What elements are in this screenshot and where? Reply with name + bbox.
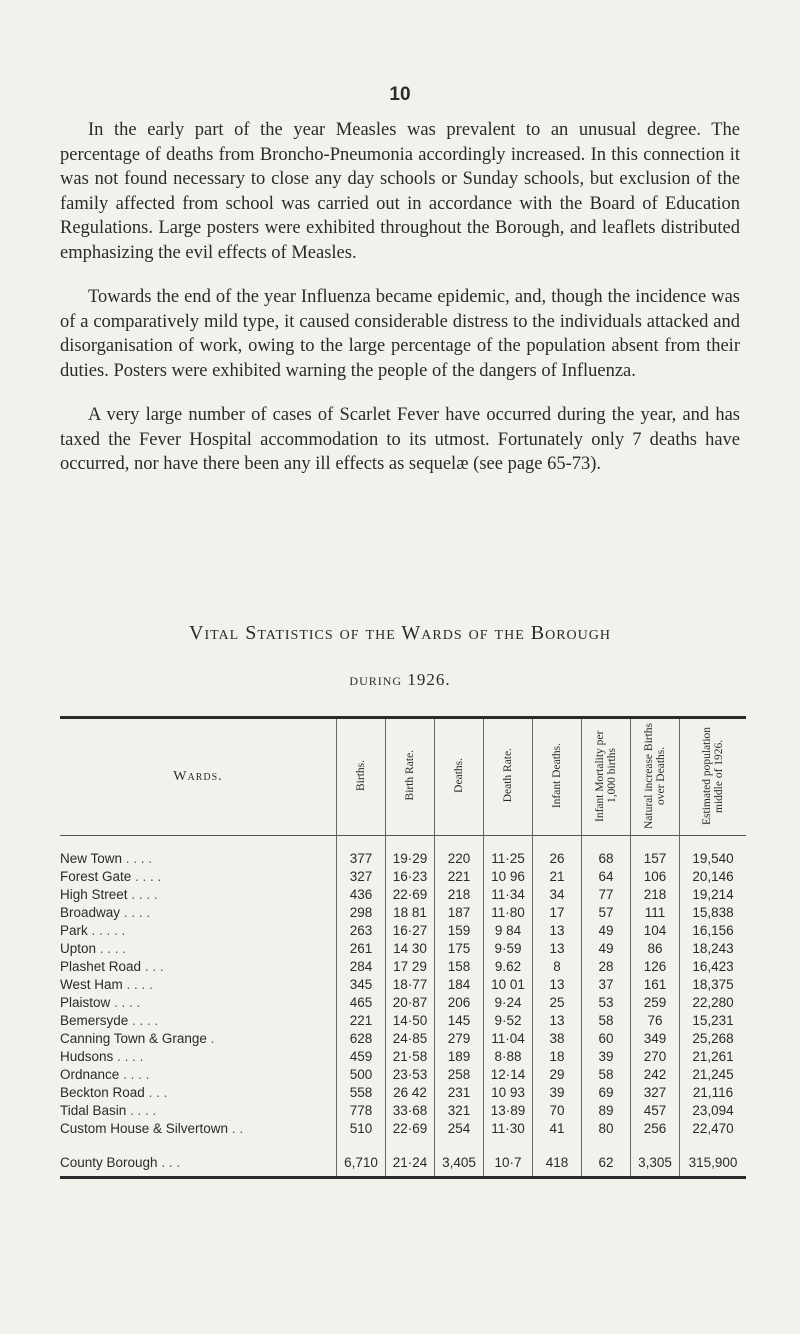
cell-infant-mortality: 68 <box>582 836 631 869</box>
header-natural-increase <box>631 718 680 836</box>
cell-deaths: 321 <box>435 1102 484 1120</box>
ward-name: Ordnance <box>60 1067 120 1082</box>
cell-infant-mortality: 77 <box>582 886 631 904</box>
cell-infant-deaths: 39 <box>533 1084 582 1102</box>
table-row <box>60 1120 746 1138</box>
cell-population: 23,094 <box>680 1102 747 1120</box>
ward-name: West Ham <box>60 977 123 992</box>
ward-cell <box>60 958 337 976</box>
cell-population: 19,540 <box>680 836 747 869</box>
cell-deaths: 279 <box>435 1030 484 1048</box>
ward-cell <box>60 1012 337 1030</box>
ward-name: Custom House & Silvertown <box>60 1121 229 1136</box>
total-natural-increase: 3,305 <box>631 1138 680 1178</box>
cell-birth-rate: 17 29 <box>386 958 435 976</box>
cell-births: 263 <box>337 922 386 940</box>
cell-infant-deaths: 25 <box>533 994 582 1012</box>
cell-birth-rate: 22·69 <box>386 1120 435 1138</box>
total-infant-deaths: 418 <box>533 1138 582 1178</box>
cell-death-rate: 12·14 <box>484 1066 533 1084</box>
cell-infant-deaths: 8 <box>533 958 582 976</box>
leader-dots: . . . <box>144 959 164 974</box>
cell-natural-increase: 126 <box>631 958 680 976</box>
cell-natural-increase: 76 <box>631 1012 680 1030</box>
ward-name: Plashet Road <box>60 959 142 974</box>
cell-natural-increase: 106 <box>631 868 680 886</box>
cell-death-rate: 11·25 <box>484 836 533 869</box>
ward-cell <box>60 940 337 958</box>
cell-infant-deaths: 17 <box>533 904 582 922</box>
leader-dots: . . . . <box>114 995 141 1010</box>
cell-infant-deaths: 70 <box>533 1102 582 1120</box>
cell-births: 377 <box>337 836 386 869</box>
cell-natural-increase: 157 <box>631 836 680 869</box>
ward-name: Forest Gate <box>60 869 132 884</box>
ward-name: Bemersyde <box>60 1013 129 1028</box>
cell-birth-rate: 19·29 <box>386 836 435 869</box>
cell-death-rate: 11·30 <box>484 1120 533 1138</box>
cell-natural-increase: 218 <box>631 886 680 904</box>
cell-infant-mortality: 89 <box>582 1102 631 1120</box>
cell-death-rate: 8·88 <box>484 1048 533 1066</box>
body-text <box>60 118 740 497</box>
cell-deaths: 231 <box>435 1084 484 1102</box>
ward-cell <box>60 886 337 904</box>
header-deaths-label: Deaths. <box>453 758 465 793</box>
cell-population: 15,231 <box>680 1012 747 1030</box>
cell-death-rate: 9 84 <box>484 922 533 940</box>
cell-infant-deaths: 29 <box>533 1066 582 1084</box>
cell-birth-rate: 24·85 <box>386 1030 435 1048</box>
cell-population: 21,245 <box>680 1066 747 1084</box>
ward-name: New Town <box>60 851 123 866</box>
cell-natural-increase: 86 <box>631 940 680 958</box>
cell-infant-mortality: 49 <box>582 922 631 940</box>
cell-births: 284 <box>337 958 386 976</box>
ward-cell <box>60 1066 337 1084</box>
leader-dots: . <box>210 1031 215 1046</box>
cell-births: 221 <box>337 1012 386 1030</box>
table-row <box>60 1066 746 1084</box>
cell-deaths: 206 <box>435 994 484 1012</box>
cell-birth-rate: 18·77 <box>386 976 435 994</box>
leader-dots: . . . . <box>99 941 127 956</box>
header-deaths <box>435 718 484 836</box>
cell-death-rate: 9.62 <box>484 958 533 976</box>
paragraph-influenza: Towards the end of the year Influenza became epidemic, and, though the incidence was of a comparatively mild type, it caused considerable distress to the individuals attacked and disorganisation of work, owing to the large percentage of the population absent from their duties. Posters were exhibited warning the people of the dangers of Influenza. <box>60 287 740 381</box>
cell-death-rate: 9·59 <box>484 940 533 958</box>
header-wards: Wards. <box>60 718 337 836</box>
paragraph-scarlet-fever: A very large number of cases of Scarlet Fever have occurred during the year, and has taxed the Fever Hospital accommodation to its utmost. Fortunately only 7 deaths have occurred, nor have there been any ill effects as sequelæ (see page 65-73). <box>60 405 740 474</box>
cell-population: 19,214 <box>680 886 747 904</box>
cell-infant-deaths: 21 <box>533 868 582 886</box>
cell-population: 20,146 <box>680 868 747 886</box>
cell-infant-deaths: 13 <box>533 922 582 940</box>
cell-population: 16,156 <box>680 922 747 940</box>
cell-births: 465 <box>337 994 386 1012</box>
ward-cell <box>60 994 337 1012</box>
cell-infant-mortality: 69 <box>582 1084 631 1102</box>
table-row <box>60 1048 746 1066</box>
cell-infant-deaths: 38 <box>533 1030 582 1048</box>
leader-dots: . . . <box>148 1085 168 1100</box>
cell-deaths: 220 <box>435 836 484 869</box>
table-row <box>60 994 746 1012</box>
total-births: 6,710 <box>337 1138 386 1178</box>
total-death-rate: 10·7 <box>484 1138 533 1178</box>
cell-infant-mortality: 64 <box>582 868 631 886</box>
cell-death-rate: 11·04 <box>484 1030 533 1048</box>
ward-cell <box>60 836 337 869</box>
cell-death-rate: 11·34 <box>484 886 533 904</box>
total-ward-name: County Borough <box>60 1155 158 1170</box>
cell-birth-rate: 21·58 <box>386 1048 435 1066</box>
cell-births: 345 <box>337 976 386 994</box>
ward-name: High Street <box>60 887 128 902</box>
cell-infant-mortality: 37 <box>582 976 631 994</box>
cell-birth-rate: 26 42 <box>386 1084 435 1102</box>
leader-dots: . . . . . <box>91 923 126 938</box>
total-birth-rate: 21·24 <box>386 1138 435 1178</box>
header-infant-mortality-label: Infant Mortality per 1,000 births <box>594 729 618 822</box>
cell-birth-rate: 16·23 <box>386 868 435 886</box>
table-row <box>60 976 746 994</box>
cell-deaths: 159 <box>435 922 484 940</box>
leader-dots: . . . . <box>125 851 153 866</box>
cell-natural-increase: 270 <box>631 1048 680 1066</box>
leader-dots: . . . . <box>117 1049 144 1064</box>
cell-natural-increase: 111 <box>631 904 680 922</box>
cell-infant-mortality: 28 <box>582 958 631 976</box>
ward-name: Tidal Basin <box>60 1103 127 1118</box>
table-row <box>60 1102 746 1120</box>
cell-births: 628 <box>337 1030 386 1048</box>
cell-population: 22,470 <box>680 1120 747 1138</box>
cell-infant-mortality: 53 <box>582 994 631 1012</box>
cell-infant-deaths: 34 <box>533 886 582 904</box>
cell-birth-rate: 14·50 <box>386 1012 435 1030</box>
total-infant-mortality: 62 <box>582 1138 631 1178</box>
cell-natural-increase: 104 <box>631 922 680 940</box>
cell-infant-deaths: 26 <box>533 836 582 869</box>
header-birth-rate-label: Birth Rate. <box>404 750 416 801</box>
table-header-row <box>60 718 746 836</box>
cell-infant-mortality: 49 <box>582 940 631 958</box>
cell-death-rate: 9·24 <box>484 994 533 1012</box>
cell-death-rate: 9·52 <box>484 1012 533 1030</box>
table-row <box>60 886 746 904</box>
cell-infant-mortality: 80 <box>582 1120 631 1138</box>
table-total-row <box>60 1138 746 1178</box>
cell-births: 558 <box>337 1084 386 1102</box>
ward-name: Beckton Road <box>60 1085 145 1100</box>
ward-name: Canning Town & Grange <box>60 1031 207 1046</box>
leader-dots: . . . . <box>132 1013 159 1028</box>
ward-cell <box>60 1030 337 1048</box>
cell-deaths: 187 <box>435 904 484 922</box>
total-deaths: 3,405 <box>435 1138 484 1178</box>
table-row <box>60 836 746 869</box>
table-row <box>60 1030 746 1048</box>
cell-births: 459 <box>337 1048 386 1066</box>
leader-dots: . . . . <box>123 905 151 920</box>
vital-statistics-table <box>60 716 746 1179</box>
ward-cell <box>60 904 337 922</box>
table-row <box>60 922 746 940</box>
header-infant-mortality <box>582 718 631 836</box>
header-death-rate-label: Death Rate. <box>502 748 514 803</box>
cell-natural-increase: 457 <box>631 1102 680 1120</box>
header-population <box>680 718 747 836</box>
table-row <box>60 1012 746 1030</box>
ward-name: Park <box>60 923 88 938</box>
leader-dots: . . <box>231 1121 244 1136</box>
total-population: 315,900 <box>680 1138 747 1178</box>
cell-infant-deaths: 41 <box>533 1120 582 1138</box>
cell-population: 25,268 <box>680 1030 747 1048</box>
cell-deaths: 158 <box>435 958 484 976</box>
cell-death-rate: 10 01 <box>484 976 533 994</box>
cell-infant-mortality: 39 <box>582 1048 631 1066</box>
ward-cell <box>60 1102 337 1120</box>
leader-dots: . . . . <box>126 977 153 992</box>
cell-natural-increase: 259 <box>631 994 680 1012</box>
cell-birth-rate: 33·68 <box>386 1102 435 1120</box>
table-row <box>60 1084 746 1102</box>
cell-births: 261 <box>337 940 386 958</box>
ward-cell <box>60 868 337 886</box>
header-births <box>337 718 386 836</box>
cell-natural-increase: 349 <box>631 1030 680 1048</box>
cell-infant-deaths: 18 <box>533 1048 582 1066</box>
cell-infant-deaths: 13 <box>533 1012 582 1030</box>
cell-birth-rate: 18 81 <box>386 904 435 922</box>
table-row <box>60 940 746 958</box>
ward-cell <box>60 1120 337 1138</box>
table-row <box>60 904 746 922</box>
header-births-label: Births. <box>355 760 367 791</box>
cell-birth-rate: 14 30 <box>386 940 435 958</box>
cell-deaths: 175 <box>435 940 484 958</box>
total-leader-dots: . . . <box>161 1155 181 1170</box>
cell-natural-increase: 327 <box>631 1084 680 1102</box>
header-death-rate <box>484 718 533 836</box>
cell-birth-rate: 20·87 <box>386 994 435 1012</box>
cell-deaths: 145 <box>435 1012 484 1030</box>
cell-infant-deaths: 13 <box>533 940 582 958</box>
cell-infant-mortality: 58 <box>582 1066 631 1084</box>
cell-birth-rate: 16·27 <box>386 922 435 940</box>
ward-name: Broadway <box>60 905 121 920</box>
total-ward <box>60 1138 337 1178</box>
cell-death-rate: 10 93 <box>484 1084 533 1102</box>
table-subtitle: during 1926. <box>349 670 451 689</box>
ward-name: Upton <box>60 941 97 956</box>
header-natural-increase-label: Natural increase Births over Deaths. <box>643 722 667 829</box>
cell-population: 21,261 <box>680 1048 747 1066</box>
cell-deaths: 189 <box>435 1048 484 1066</box>
paragraph-measles: In the early part of the year Measles was prevalent to an unusual degree. The percentage of deaths from Broncho-Pneumonia accordingly increased. In this connection it was not found necessary to close any day schools or Sunday schools, but exclusion of the family affected from school was carried out in accordance with the Board of Education Regulations. Large posters were exhibited throughout the Borough, and leaflets distributed emphasizing the evil effects of Measles. <box>60 120 740 263</box>
cell-deaths: 258 <box>435 1066 484 1084</box>
cell-deaths: 221 <box>435 868 484 886</box>
ward-cell <box>60 1084 337 1102</box>
table-body <box>60 836 746 1178</box>
header-population-label: Estimated population middle of 1926. <box>701 726 725 825</box>
ward-name: Hudsons <box>60 1049 114 1064</box>
cell-births: 327 <box>337 868 386 886</box>
header-infant-deaths <box>533 718 582 836</box>
cell-infant-mortality: 60 <box>582 1030 631 1048</box>
leader-dots: . . . . <box>135 869 162 884</box>
ward-name: Plaistow <box>60 995 111 1010</box>
cell-deaths: 184 <box>435 976 484 994</box>
cell-deaths: 254 <box>435 1120 484 1138</box>
cell-infant-mortality: 57 <box>582 904 631 922</box>
table-row <box>60 958 746 976</box>
cell-death-rate: 13·89 <box>484 1102 533 1120</box>
cell-death-rate: 11·80 <box>484 904 533 922</box>
cell-natural-increase: 161 <box>631 976 680 994</box>
cell-population: 16,423 <box>680 958 747 976</box>
cell-natural-increase: 256 <box>631 1120 680 1138</box>
cell-births: 510 <box>337 1120 386 1138</box>
cell-population: 15,838 <box>680 904 747 922</box>
leader-dots: . . . . <box>131 887 158 902</box>
cell-infant-deaths: 13 <box>533 976 582 994</box>
ward-cell <box>60 922 337 940</box>
cell-population: 22,280 <box>680 994 747 1012</box>
cell-infant-mortality: 58 <box>582 1012 631 1030</box>
cell-population: 21,116 <box>680 1084 747 1102</box>
cell-deaths: 218 <box>435 886 484 904</box>
cell-births: 500 <box>337 1066 386 1084</box>
cell-death-rate: 10 96 <box>484 868 533 886</box>
header-birth-rate <box>386 718 435 836</box>
ward-cell <box>60 976 337 994</box>
page-number: 10 <box>389 84 411 105</box>
cell-birth-rate: 23·53 <box>386 1066 435 1084</box>
leader-dots: . . . . <box>130 1103 157 1118</box>
cell-population: 18,243 <box>680 940 747 958</box>
leader-dots: . . . . <box>123 1067 150 1082</box>
cell-births: 298 <box>337 904 386 922</box>
ward-cell <box>60 1048 337 1066</box>
table-row <box>60 868 746 886</box>
header-infant-deaths-label: Infant Deaths. <box>551 742 563 809</box>
cell-births: 778 <box>337 1102 386 1120</box>
cell-birth-rate: 22·69 <box>386 886 435 904</box>
cell-births: 436 <box>337 886 386 904</box>
cell-natural-increase: 242 <box>631 1066 680 1084</box>
cell-population: 18,375 <box>680 976 747 994</box>
table-title: Vital Statistics of the Wards of the Borough <box>189 622 611 644</box>
